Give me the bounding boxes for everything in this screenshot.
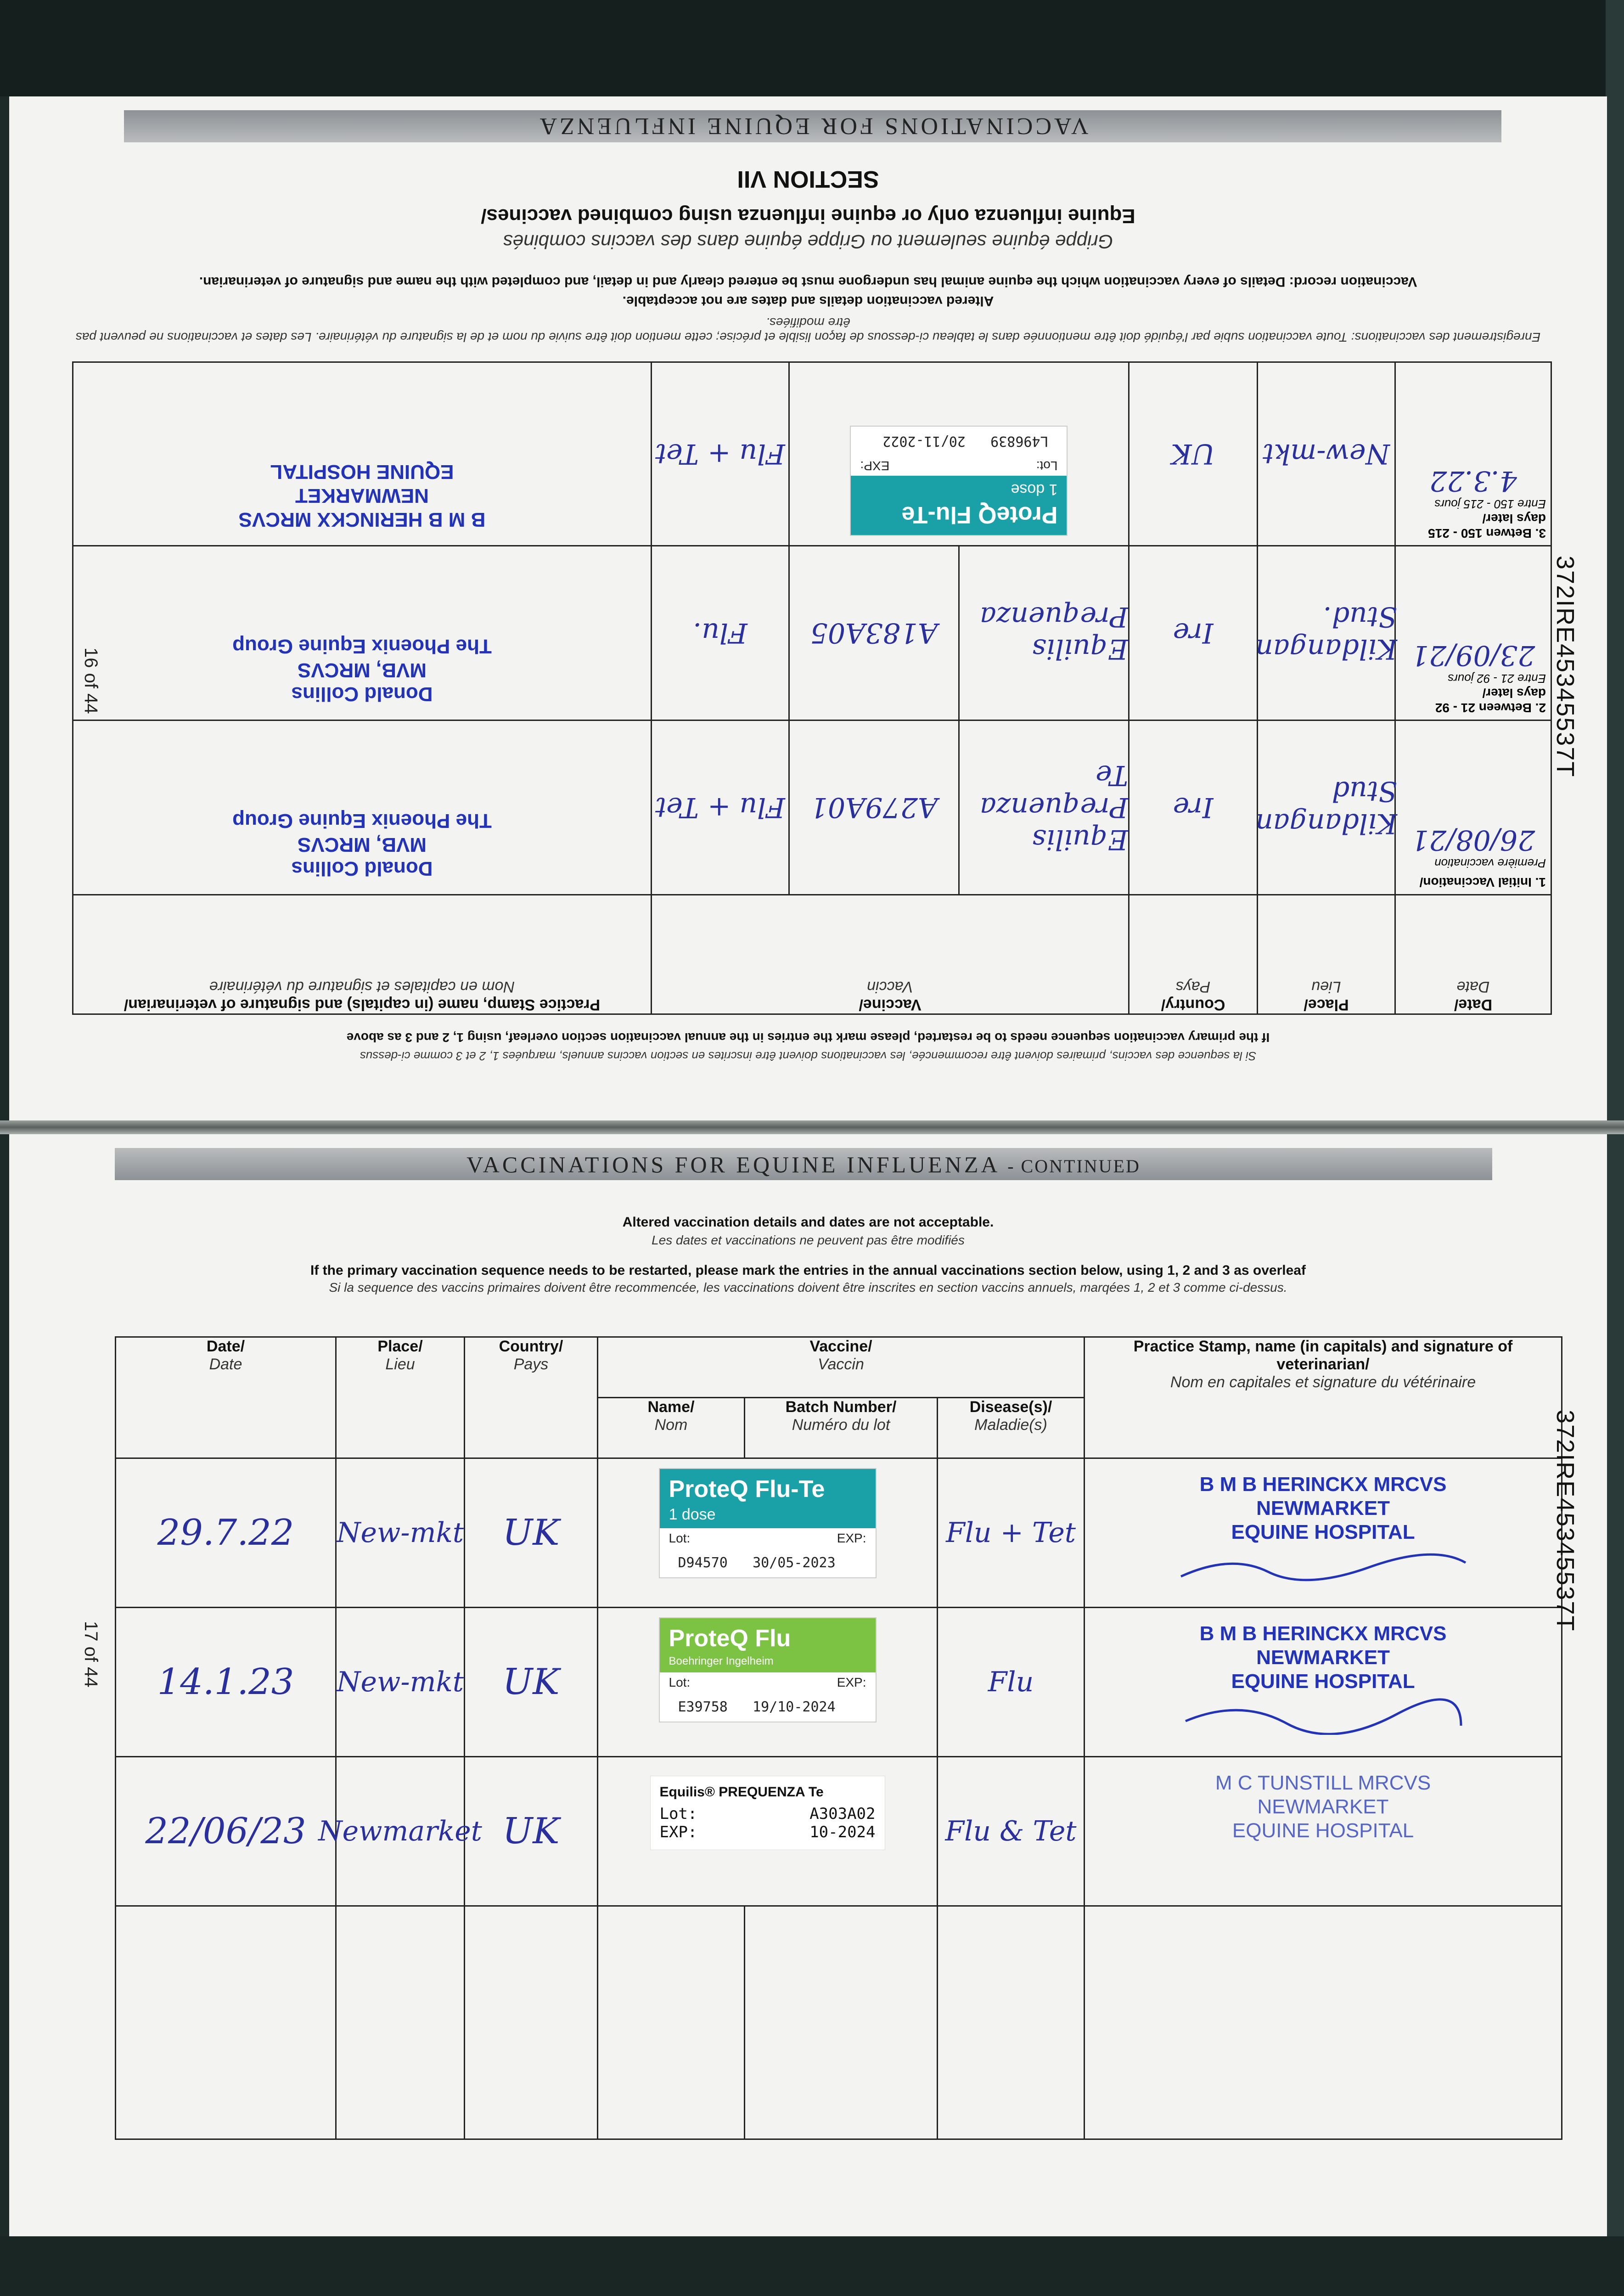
restart-note-fr: Si la sequence des vaccins primaires doivent être recommencée, les vaccinations doivent être inscrites en section vaccins annuels, marqées 1, 2 et 3 comme ci-dessus. [329,1280,1287,1294]
scan-border-top [0,0,1624,96]
header-date: Date/ Date [116,1337,336,1458]
row2-date: 2. Between 21 - 92 days later/ Entre 21 - 92 jours 23/09/21 [1395,546,1551,720]
row2-stamp [73,546,651,720]
altered-note-en: Altered vaccination details and dates are not acceptable. [622,293,994,309]
section-heading-fr: Grippe équine seulement ou Grippe équine dans des vaccins combinés [503,231,1113,253]
row2-stamp [1085,1608,1562,1757]
row2-date: 14.1.23 [116,1608,336,1757]
header-stamp: Practice Stamp, name (in capitals) and signature of veterinarian/ Nom en capitales et signature du vétérinaire [1085,1337,1562,1458]
header-date: Date/ Date [1395,895,1551,1014]
header-vaccine: Vaccine/ Vaccin [598,1337,1085,1398]
row4-date [116,1906,336,2139]
header-country: Country/ Pays [1129,895,1258,1014]
vaccination-table-annual [115,1336,1562,2140]
header-name: Name/ Nom [598,1398,745,1458]
proteq-flu-label: ProteQ Flu Boehringer Ingelheim Lot: EXP: E39758 19/10-2024 [659,1617,877,1722]
page-fold [0,1120,1624,1134]
row1-batch: A279A01 [789,720,959,895]
record-note-en: Vaccination record: Details of every vaccination which the equine animal has undergone must be entered clearly and in detail, and completed with the name and signature of veterinarian. [199,274,1417,289]
page-number: 17 of 44 [81,1621,101,1688]
scan-border-right [1606,0,1624,2296]
record-note-fr: Enregistrement des vaccinations: Toute vaccination subie par l'équidé doit être mentionnée dans le tableau ci-dessous de façon lisible et précise; cette mention doit être suivie du nom et de la signature du vétérinaire. Les dates et vaccinations ne peuvent pas être modifiées. [75,315,1541,344]
header-place: Place/ Lieu [336,1337,465,1458]
row1-country: Ire [1129,720,1258,895]
section-heading-en: Equine influenza only or equine influenza using combined vaccines/ [481,205,1135,227]
table-row [116,1757,1562,1906]
row1-vaccine-label [598,1458,938,1608]
proteq-flu-te-label: ProteQ Flu-Te 1 dose Lot: EXP: D94570 30/05-2023 [659,1468,877,1578]
row3-vaccine-label [789,362,1129,546]
row2-place: Kildangan Stud. [1258,546,1395,720]
header-country: Country/ Pays [465,1337,598,1458]
row2-vaccine-label [598,1608,938,1757]
row2-country: UK [465,1608,598,1757]
restart-note-fr: Si la sequence des vaccins, primaires doivent être recommencée, les vaccinations doivent être inscrites en section vaccins annuels, marquées 1, 2 et 3 comme ci-dessus [360,1049,1257,1063]
row2-batch: A183A05 [789,546,959,720]
scan-border-bottom [0,2236,1624,2296]
restart-note-en: If the primary vaccination sequence needs to be restarted, please mark the entries in the annual vaccination section overleaf, using 1, 2 and 3 as above [346,1030,1270,1045]
header-place: Place/ Lieu [1258,895,1395,1014]
table-row [116,1906,1562,2139]
row2-disease: Flu. [651,546,789,720]
row4-stamp [1085,1906,1562,2139]
table-row [116,1608,1562,1757]
header-batch: Batch Number/ Numéro du lot [745,1398,938,1458]
row4-country [465,1906,598,2139]
restart-note-en: If the primary vaccination sequence needs to be restarted, please mark the entries in the annual vaccinations section below, using 1, 2 and 3 as overleaf [310,1263,1306,1278]
altered-note-en: Altered vaccination details and dates are not acceptable. [622,1215,994,1230]
header-stamp: Practice Stamp, name (in capitals) and signature of veterinarian/ Nom en capitales et signature du vétérinaire [73,895,651,1014]
row2-place: New-mkt [336,1608,465,1757]
vaccination-table-primary [72,361,1552,1015]
row3-country: UK [1129,362,1258,546]
rotated-content [9,96,1607,1120]
row1-stamp [73,720,651,895]
section-band: VACCINATIONS FOR EQUINE INFLUENZA - CONTINUED [115,1148,1492,1180]
section-title: SECTION VII [737,166,879,192]
row3-disease: Flu & Tet [938,1757,1085,1906]
vet-stamp: B M B HERINCKX MRCVS NEWMARKET EQUINE HOSPITAL [1199,1622,1447,1693]
vet-stamp: Donald Collins MVB, MRCVS The Phoenix Equine Group [232,810,492,880]
signature-icon [1176,1549,1470,1586]
proteq-flu-te-label: ProteQ Flu-Te 1 dose Lot: EXP: L496839 20/11-2022 [850,426,1068,536]
row1-country: UK [465,1458,598,1608]
row3-disease: Flu + Tet [651,362,789,546]
vet-stamp: Donald Collins MVB, MRCVS The Phoenix Equine Group [232,635,492,705]
row1-place: New-mkt [336,1458,465,1608]
vet-stamp: B M B HERINCKX MRCVS NEWMARKET EQUINE HOSPITAL [1199,1473,1447,1544]
row1-stamp [1085,1458,1562,1608]
row4-disease [938,1906,1085,2139]
row4-place [336,1906,465,2139]
row1-disease: Flu + Tet [651,720,789,895]
passport-page-16 [9,96,1607,1120]
row2-disease: Flu [938,1608,1085,1757]
row1-date: 1. Initial Vaccination/ Première vaccination 26/08/21 [1395,720,1551,895]
row3-date: 22/06/23 [116,1757,336,1906]
row3-vaccine-label [598,1757,938,1906]
header-disease: Disease(s)/ Maladie(s) [938,1398,1085,1458]
signature-icon [1176,1698,1470,1735]
row3-place: New-mkt [1258,362,1395,546]
header-vaccine: Vaccine/ Vaccin [651,895,1129,1014]
row1-disease: Flu + Tet [938,1458,1085,1608]
passport-page-17 [9,1134,1607,2236]
vet-stamp: B M B HERINCKX MRCVS NEWMARKET EQUINE HOSPITAL [238,461,486,531]
row3-date: 3. Betwen 150 - 215 days later/ Entre 150 - 215 jours 4.3.22 [1395,362,1551,546]
table-row [116,1458,1562,1608]
equilis-prequenza-label: Equilis® PREQUENZA Te Lot: A303A02 EXP: 10-2024 [650,1776,885,1850]
row1-place: Kildangan Stud [1258,720,1395,895]
passport-id: 372IRE45345537T [1551,1410,1579,1632]
page-number: 16 of 44 [81,647,101,714]
section-band: VACCINATIONS FOR EQUINE INFLUENZA [124,110,1501,142]
row2-country: Ire [1129,546,1258,720]
row4-batch [745,1906,938,2139]
row1-date: 29.7.22 [116,1458,336,1608]
row4-name [598,1906,745,2139]
passport-id: 372IRE45345537T [1551,556,1579,778]
row3-stamp [1085,1757,1562,1906]
row3-country: UK [465,1757,598,1906]
row1-vaccine-name: Equilis Prequenza Te [959,720,1129,895]
row3-place: Newmarket [336,1757,465,1906]
altered-note-fr: Les dates et vaccinations ne peuvent pas être modifiés [652,1233,965,1247]
vet-stamp: M C TUNSTILL MRCVS NEWMARKET EQUINE HOSPITAL [1215,1772,1431,1842]
row2-vaccine-name: Equilis Prequenza [959,546,1129,720]
row3-stamp [73,362,651,546]
